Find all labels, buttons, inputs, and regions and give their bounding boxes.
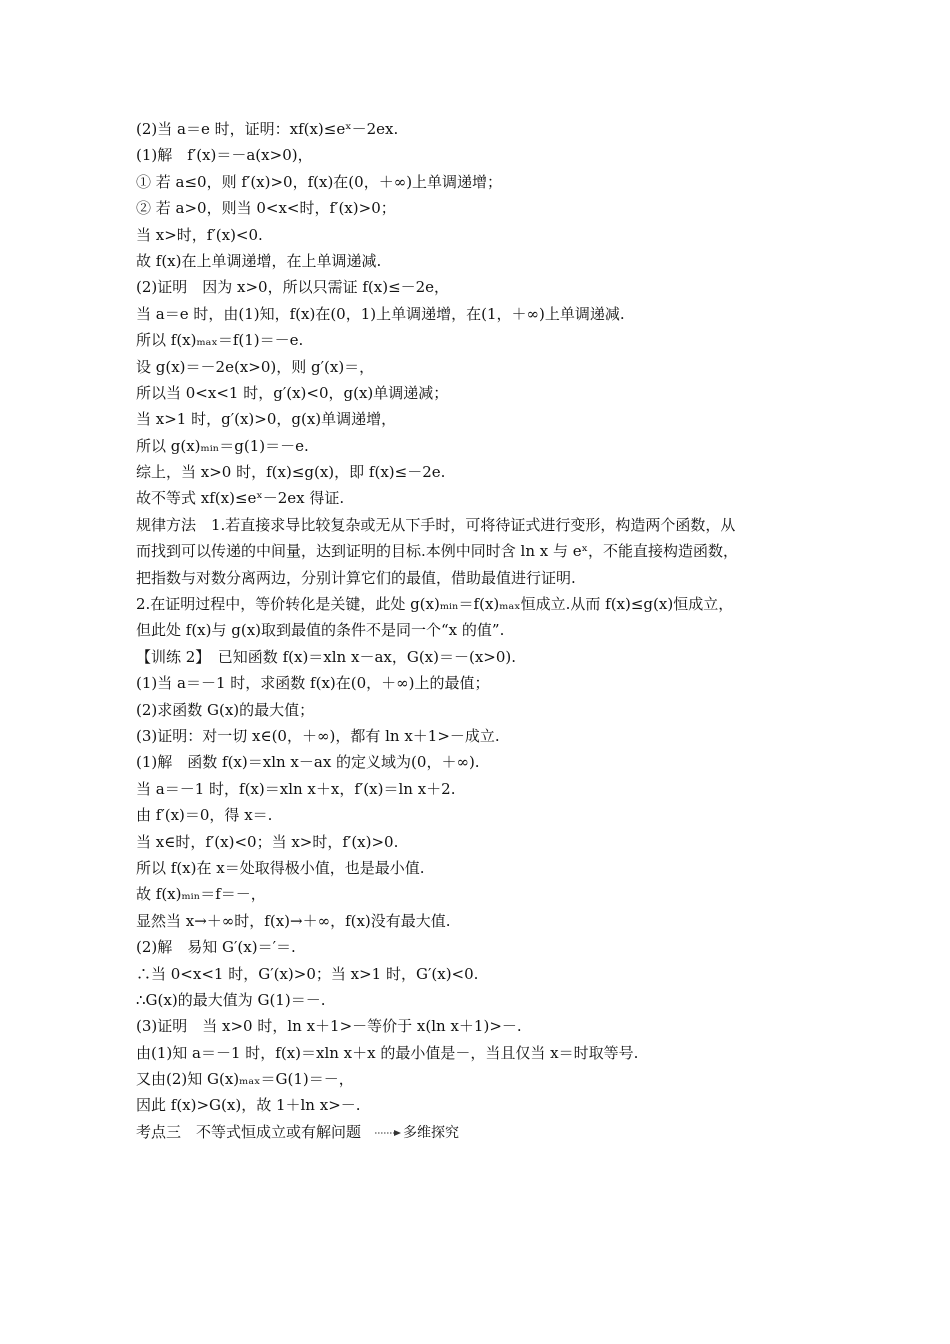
method-paragraph-line: 2.在证明过程中，等价转化是关键，此处 g(x)ₘᵢₙ＝f(x)ₘₐₓ恒成立.从而 f(x)≤g(x)恒成立， xyxy=(136,595,734,614)
section-title: 考点三 不等式恒成立或有解问题 xyxy=(136,1122,362,1141)
text-line: (3)证明 当 x>0 时，ln x＋1>－等价于 x(ln x＋1)>－. xyxy=(136,1017,522,1036)
text-line: 故 f(x)ₘᵢₙ＝f＝－， xyxy=(136,885,266,904)
text-line: (1)当 a＝－1 时，求函数 f(x)在(0，＋∞)上的最值； xyxy=(136,674,490,693)
section-tag-text: 多维探究 xyxy=(403,1124,460,1141)
text-line: 故不等式 xf(x)≤eˣ－2ex 得证. xyxy=(136,489,345,508)
text-line: ② 若 a>0，则当 0<x<时，f′(x)>0； xyxy=(136,199,396,218)
text-line: (2)证明 因为 x>0，所以只需证 f(x)≤－2e， xyxy=(136,278,450,297)
text-line: (1)解 f′(x)＝－a(x>0)， xyxy=(136,146,313,165)
method-paragraph-line: 但此处 f(x)与 g(x)取到最值的条件不是同一个“x 的值”. xyxy=(136,621,505,640)
text-line: 故 f(x)在上单调递增，在上单调递减. xyxy=(136,251,382,270)
exercise-heading: 【训练 2】 已知函数 f(x)＝xln x－ax，G(x)＝－(x>0). xyxy=(136,647,517,666)
document-body xyxy=(136,116,816,1145)
text-line: ① 若 a≤0，则 f′(x)>0，f(x)在(0，＋∞)上单调递增； xyxy=(136,172,503,191)
text-line: 又由(2)知 G(x)ₘₐₓ＝G(1)＝－， xyxy=(136,1070,354,1089)
section-heading xyxy=(136,1119,816,1145)
section-tag xyxy=(375,1120,459,1145)
method-paragraph-line: 把指数与对数分离两边，分别计算它们的最值，借助最值进行证明. xyxy=(136,568,576,587)
text-line: 所以当 0<x<1 时，g′(x)<0，g(x)单调递减； xyxy=(136,383,449,402)
text-line: 由(1)知 a＝－1 时，f(x)＝xln x＋x 的最小值是－，当且仅当 x＝时取等号. xyxy=(136,1043,639,1062)
method-paragraph-line: 而找到可以传递的中间量，达到证明的目标.本例中同时含 ln x 与 eˣ，不能直接构造函数， xyxy=(136,542,738,561)
text-line: 当 x>1 时，g′(x)>0，g(x)单调递增， xyxy=(136,410,397,429)
text-line: 当 x>时，f′(x)<0. xyxy=(136,225,263,244)
text-line: 所以 g(x)ₘᵢₙ＝g(1)＝－e. xyxy=(136,436,309,455)
text-line: 所以 f(x)ₘₐₓ＝f(1)＝－e. xyxy=(136,331,304,350)
text-line: 当 a＝e 时，由(1)知，f(x)在(0，1)上单调递增，在(1，＋∞)上单调递减. xyxy=(136,304,625,323)
text-line: 综上，当 x>0 时，f(x)≤g(x)，即 f(x)≤－2e. xyxy=(136,463,446,482)
text-line: (2)求函数 G(x)的最大值； xyxy=(136,700,315,719)
text-line: (2)解 易知 G′(x)＝′＝. xyxy=(136,938,296,957)
text-line: 当 a＝－1 时，f(x)＝xln x＋x，f′(x)＝ln x＋2. xyxy=(136,779,456,798)
text-line: 设 g(x)＝－2e(x>0)，则 g′(x)＝， xyxy=(136,357,375,376)
text-line: (3)证明：对一切 x∈(0，＋∞)，都有 ln x＋1>－成立. xyxy=(136,726,500,745)
text-line: (2)当 a＝e 时，证明：xf(x)≤eˣ－2ex. xyxy=(136,120,399,138)
text-line: 当 x∈时，f′(x)<0；当 x>时，f′(x)>0. xyxy=(136,832,399,851)
text-line: 由 f′(x)＝0，得 x＝. xyxy=(136,806,273,825)
text-line: 所以 f(x)在 x＝处取得极小值，也是最小值. xyxy=(136,858,425,877)
text-line: 显然当 x→＋∞时，f(x)→＋∞，f(x)没有最大值. xyxy=(136,911,451,930)
method-paragraph-line: 规律方法 1.若直接求导比较复杂或无从下手时，可将待证式进行变形，构造两个函数，从 xyxy=(136,515,736,534)
text-line: ∴当 0<x<1 时，G′(x)>0；当 x>1 时，G′(x)<0. xyxy=(136,964,479,983)
text-line: (1)解 函数 f(x)＝xln x－ax 的定义域为(0，＋∞). xyxy=(136,753,480,772)
text-line: ∴G(x)的最大值为 G(1)＝－. xyxy=(136,990,326,1009)
dotted-arrow-icon xyxy=(375,1128,401,1138)
text-line: 因此 f(x)>G(x)，故 1＋ln x>－. xyxy=(136,1096,361,1115)
